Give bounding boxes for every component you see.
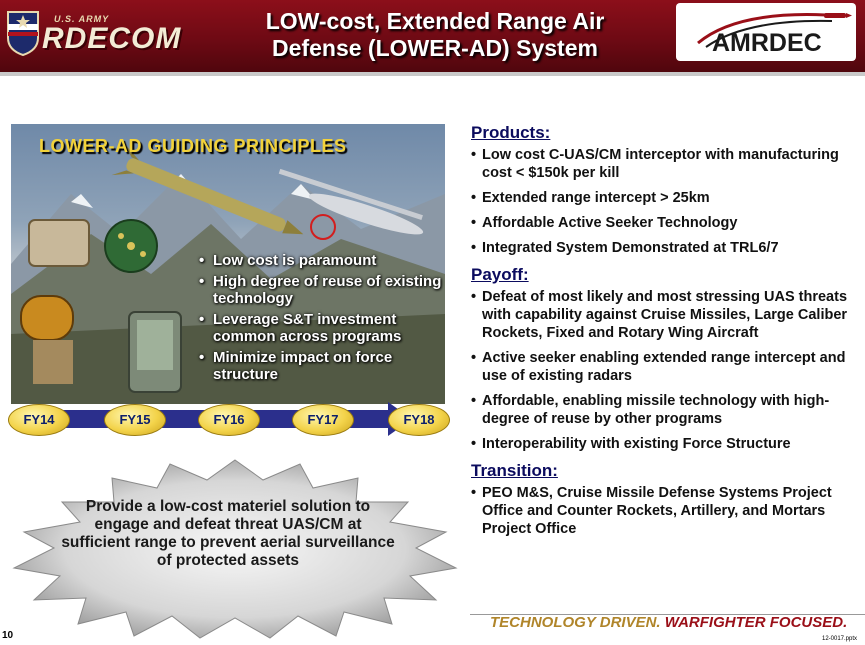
army-shield-icon <box>6 10 40 56</box>
timeline-year-fy18: FY18 <box>388 404 450 436</box>
products-item: • Affordable Active Seeker Technology <box>471 214 861 232</box>
payoff-item: • Interoperability with existing Force Structure <box>471 435 861 453</box>
payoff-item: • Active seeker enabling extended range intercept and use of existing radars <box>471 349 861 385</box>
timeline <box>0 398 460 444</box>
page-number: 10 <box>2 630 14 641</box>
objective-statement: Provide a low-cost materiel solution to engage and defeat threat UAS/CM at sufficient range to prevent aerial surveillance of protected assets <box>61 498 395 569</box>
products-item: • Low cost C-UAS/CM interceptor with manufacturing cost < $150k per kill <box>471 146 861 182</box>
rdecom-wordmark: RDECOM <box>42 22 182 55</box>
principles-title: LOWER-AD GUIDING PRINCIPLES <box>39 136 347 156</box>
file-id: 12-0017.pptx <box>822 636 858 642</box>
products-heading: Products: <box>471 123 551 142</box>
amrdec-wordmark: AMRDEC <box>712 29 822 57</box>
payoff-item: • Affordable, enabling missile technology with high-degree of reuse by other programs <box>471 392 861 428</box>
principle-item: • High degree of reuse of existing technology <box>199 273 445 307</box>
title-line-2: Defense (LOWER-AD) System <box>272 35 598 61</box>
header-banner <box>0 0 865 72</box>
principle-item: • Low cost is paramount <box>199 252 445 269</box>
rdecom-logo <box>4 6 184 64</box>
transition-list <box>471 484 861 538</box>
right-content-column <box>471 122 861 545</box>
products-item: • Extended range intercept > 25km <box>471 189 861 207</box>
principle-item: • Leverage S&T investment common across programs <box>199 311 445 345</box>
timeline-year-fy15: FY15 <box>104 404 166 436</box>
slide-title <box>200 8 670 62</box>
payoff-list <box>471 288 861 453</box>
us-army-label: U.S. ARMY <box>54 14 110 24</box>
transition-heading: Transition: <box>471 461 558 480</box>
title-line-1: LOW-cost, Extended Range Air <box>265 8 605 34</box>
products-item: • Integrated System Demonstrated at TRL6/7 <box>471 239 861 257</box>
timeline-year-fy16: FY16 <box>198 404 260 436</box>
principle-item: • Minimize impact on force structure <box>199 349 445 383</box>
transition-item: • PEO M&S, Cruise Missile Defense Systems Project Office and Counter Rockets, Artillery, and Mortars Project Office <box>471 484 861 538</box>
header-stripe <box>0 72 865 76</box>
footer-tagline <box>490 614 847 631</box>
payoff-item: • Defeat of most likely and most stressing UAS threats with capability against Cruise Missiles, Large Caliber Rockets, Fixed and Rotary Wing Aircraft <box>471 288 861 342</box>
tagline-technology: TECHNOLOGY DRIVEN. <box>490 614 661 631</box>
principles-list <box>199 252 445 387</box>
guiding-principles-photo <box>11 124 445 404</box>
products-list <box>471 146 861 257</box>
payoff-heading: Payoff: <box>471 265 529 284</box>
timeline-year-fy14: FY14 <box>8 404 70 436</box>
amrdec-logo <box>676 3 856 61</box>
timeline-year-fy17: FY17 <box>292 404 354 436</box>
tagline-warfighter: WARFIGHTER FOCUSED. <box>664 614 848 631</box>
